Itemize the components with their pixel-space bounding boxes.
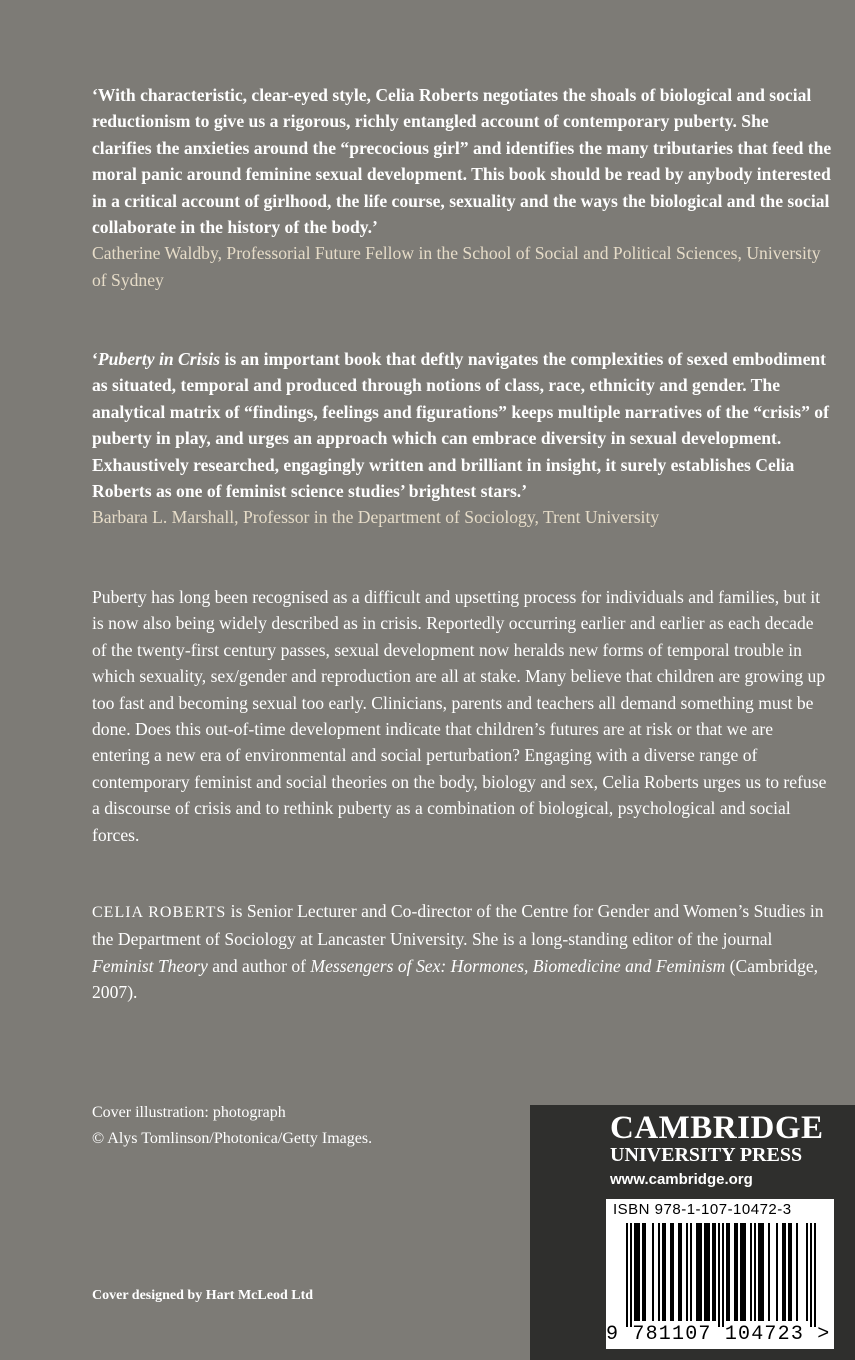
cover-designer-credit: Cover designed by Hart McLeod Ltd [92,1288,314,1303]
barcode-bar [740,1223,742,1321]
barcode-bar [700,1223,702,1321]
barcode-bar [754,1223,756,1321]
book-description [92,584,832,848]
cover-credit-line-2: © Alys Tomlinson/Photonica/Getty Images. [92,1130,373,1147]
barcode-bar [636,1223,638,1321]
barcode-bar [634,1223,636,1321]
journal-title: Feminist Theory [92,955,208,976]
cover-credit-line-1: Cover illustration: photograph [92,1104,286,1121]
barcode-bar [806,1223,808,1321]
publisher-url: www.cambridge.org [610,1171,753,1188]
barcode-bar [790,1223,792,1321]
barcode-bar [722,1223,724,1327]
barcode-bar [742,1223,744,1321]
isbn-label: ISBN 978-1-107-10472-3 [613,1201,792,1218]
publisher-subtitle: UNIVERSITY PRESS [610,1144,803,1166]
barcode-bar [626,1223,628,1327]
bio-part-2: and author of [207,955,311,976]
barcode-bar [712,1223,714,1321]
barcode-bar [686,1223,688,1321]
barcode-bar [698,1223,700,1321]
barcode-bar [750,1223,752,1321]
quote-2-attribution: Barbara L. Marshall, Professor in the Department of Sociology, Trent University [92,507,660,528]
endorsement-quote-2 [92,346,832,531]
barcode-bar [630,1223,632,1327]
barcode-icon [606,1199,834,1329]
barcode-bar [672,1223,674,1321]
barcode-bar [696,1223,698,1321]
quote-2-body: is an important book that deftly navigates the complexities of sexed embodiment as situated, temporal and produced through notions of class, race, ethnicity and gender. The analytical matrix of “findings, feelings and figurations” keeps multiple narratives of the “crisis” of puberty in play, and urges an approach which can embrace diversity in sexual development. Exhaustively researched, engagingly written and brilliant in insight, it surely establishes Celia Roberts as one of feminist science studies’ brightest stars.’ [92,349,829,502]
publisher-name: CAMBRIDGE [610,1110,824,1146]
description-text: Puberty has long been recognised as a difficult and upsetting process for individuals and families, but it is now also being widely described as in crisis. Reportedly occurring earlier and earlier as each decade of the twenty-first century passes, sexual development now heralds new forms of temporal trouble in which sexuality, sex/gender and reproduction are all at stake. Many believe that children are growing up too fast and becoming sexual too early. Clinicians, parents and teachers all demand something must be done. Does this out-of-time development indicate that children’s futures are at risk or that we are entering a new era of environmental and social perturbation? Engaging with a diverse range of contemporary feminist and social theories on the body, biology and sex, Celia Roberts urges us to refuse a discourse of crisis and to rethink puberty as a combination of biological, psychological and social forces. [92,587,827,845]
quote-1-attribution: Catherine Waldby, Professorial Future Fellow in the School of Social and Political Sciences, University of Sydney [92,243,821,290]
barcode-bar [664,1223,666,1321]
barcode-bar [714,1223,716,1321]
book-title-italic: Puberty in Crisis [97,349,221,369]
bio-part-3: (Cambridge, 2007). [92,955,819,1003]
barcode-bar [744,1223,746,1321]
barcode-bar [734,1223,736,1321]
barcode-bar [718,1223,720,1327]
previous-book-title: Messengers of Sex: Hormones, Biomedicine and Feminism [310,955,726,976]
barcode-bar [762,1223,764,1321]
quote-2-text [92,346,832,504]
barcode-box [606,1199,834,1349]
barcode-digits: 9 781107 104723 > [606,1323,831,1346]
barcode-bar [760,1223,762,1321]
barcode-bar [708,1223,710,1321]
barcode-bar [736,1223,738,1321]
barcode-bar [644,1223,646,1321]
barcode-bar [690,1223,692,1321]
barcode-bar [788,1223,790,1321]
barcode-bar [706,1223,708,1321]
barcode-bar [768,1223,770,1321]
barcode-bar [814,1223,816,1327]
barcode-bar [652,1223,654,1321]
barcode-bar [642,1223,644,1321]
barcode-bar [728,1223,730,1321]
barcode-bar [704,1223,706,1321]
barcode-bar [810,1223,812,1327]
barcode-bar [662,1223,664,1321]
endorsement-quote-1 [92,82,832,293]
barcode-bar [776,1223,778,1321]
author-bio [92,898,832,1006]
bio-part-1: is Senior Lecturer and Co-director of the Centre for Gender and Women’s Studies in the Department of Sociology at Lancaster University. She is a long-standing editor of the journal [92,901,824,950]
barcode-bar [678,1223,680,1321]
barcode-bar [758,1223,760,1321]
barcode-bar [782,1223,784,1321]
author-bio-text [92,898,832,1006]
barcode-bar [670,1223,672,1321]
barcode-bar [680,1223,682,1321]
barcode-bar [796,1223,798,1321]
barcode-bar [784,1223,786,1321]
publisher-panel [530,1105,855,1360]
barcode-bar [638,1223,640,1321]
quote-2-open-mark: ‘ [92,349,98,369]
barcode-bar [658,1223,660,1321]
barcode-bar [726,1223,728,1321]
author-name: CELIA ROBERTS [92,904,227,921]
quote-1-text: ‘With characteristic, clear-eyed style, Celia Roberts negotiates the shoals of biological and social reductionism to give us a rigorous, richly entangled account of contemporary puberty. She clarifies the anxieties around the “precocious girl” and identifies the many tributaries that feed the moral panic around feminine sexual development. This book should be read by anybody interested in a critical account of girlhood, the life course, sexuality and the ways the biological and the social collaborate in the history of the body.’ [92,85,832,238]
